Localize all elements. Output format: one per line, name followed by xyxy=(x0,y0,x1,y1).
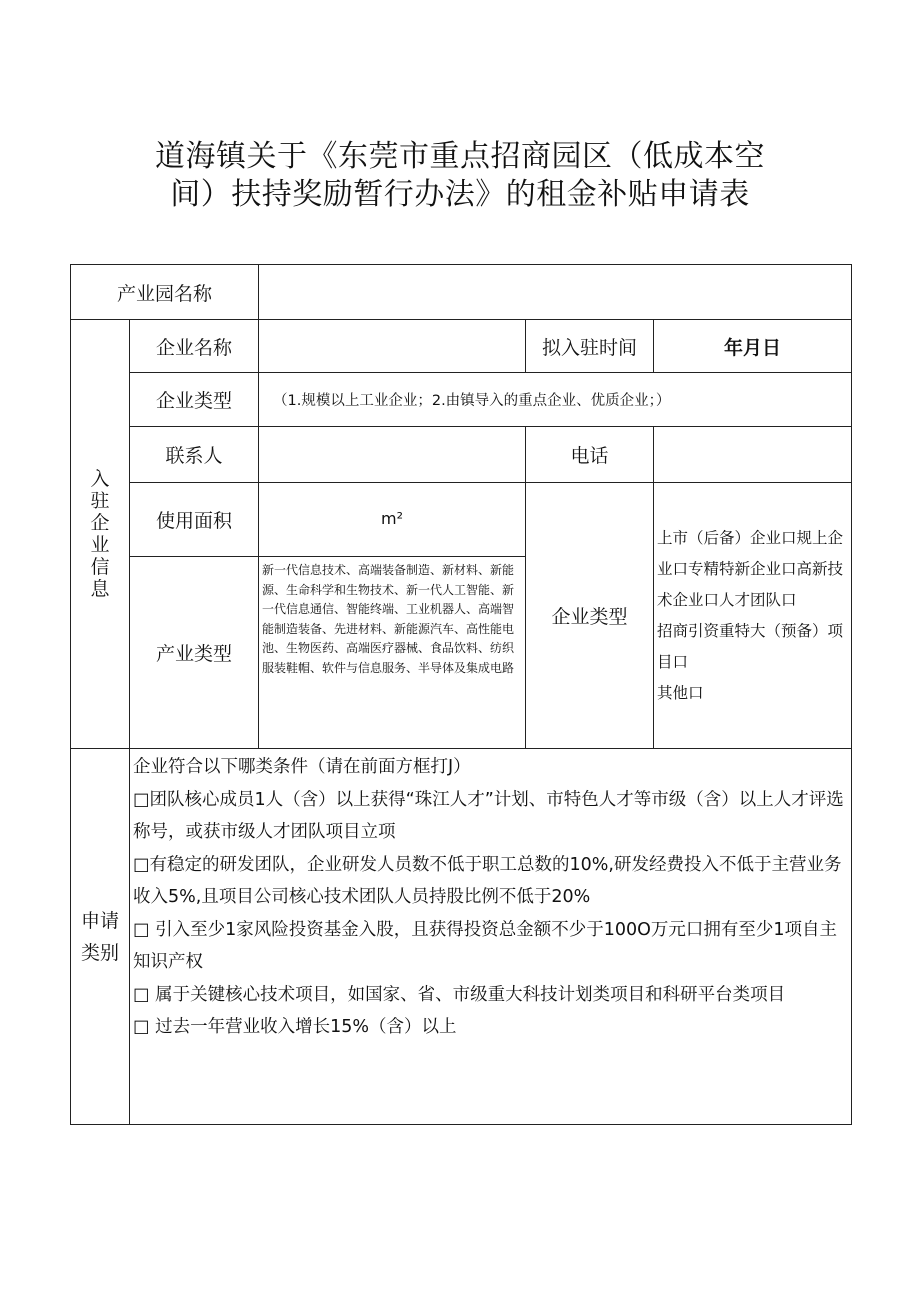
section-char: 业 xyxy=(90,534,110,556)
section-char: 息 xyxy=(90,578,110,600)
section-char: 驻 xyxy=(90,490,110,512)
title-line-1: 道海镇关于《东莞市重点招商园区（低成本空 xyxy=(155,139,765,174)
title-line-2: 间）扶持奖励暂行办法》的租金补贴申请表 xyxy=(170,177,750,212)
enterprise-name-field[interactable] xyxy=(259,320,526,373)
section-char: 入 xyxy=(90,468,110,490)
application-form-table xyxy=(70,264,852,1125)
move-in-time-label: 拟入驻时间 xyxy=(526,320,654,373)
park-name-label: 产业园名称 xyxy=(71,265,259,320)
contact-person-label: 联系人 xyxy=(130,427,259,483)
industry-type-options[interactable]: 新一代信息技术、高端装备制造、新材料、新能源、生命科学和生物技术、新一代人工智能、新一代信息通信、智能终端、工业机器人、高端智能制造装备、先进材料、新能源汽车、高性能电池、生物医药、高端医疗器械、食品饮料、纺织服装鞋帽、软件与信息服务、半导体及集成电路 xyxy=(259,557,526,749)
application-label-line: 申请 xyxy=(80,909,119,932)
park-name-field[interactable] xyxy=(259,265,852,320)
industry-type-label: 产业类型 xyxy=(130,557,259,749)
usage-area-label: 使用面积 xyxy=(130,483,259,557)
move-in-date-field[interactable]: 年月日 xyxy=(654,320,852,373)
enterprise-category-option[interactable]: 其他口 xyxy=(657,683,704,702)
condition-option[interactable]: □有稳定的研发团队，企业研发人员数不低于职工总数的10%,研发经费投入不低于主营业务收入5%,且项目公司核心技术团队人员持股比例不低于20% xyxy=(133,854,842,907)
enterprise-name-label: 企业名称 xyxy=(130,320,259,373)
enterprise-type-hint[interactable]: （1.规模以上工业企业；2.由镇导入的重点企业、优质企业；） xyxy=(259,373,852,427)
condition-option[interactable]: □ 引入至少1家风险投资基金入股，且获得投资总金额不少于100O万元口拥有至少1项自主知识产权 xyxy=(133,919,838,972)
enterprise-category-option[interactable]: 招商引资重特大（预备）项目口 xyxy=(657,621,844,671)
condition-option[interactable]: □ 属于关键核心技术项目，如国家、省、市级重大科技计划类项目和科研平台类项目 xyxy=(133,984,786,1005)
enterprise-info-section-label xyxy=(71,320,130,749)
phone-field[interactable] xyxy=(654,427,852,483)
section-char: 信 xyxy=(90,556,110,578)
enterprise-type-label: 企业类型 xyxy=(130,373,259,427)
application-label-line: 类别 xyxy=(80,941,119,964)
condition-option[interactable]: □ 过去一年营业收入增长15%（含）以上 xyxy=(133,1017,457,1037)
phone-label: 电话 xyxy=(526,427,654,483)
conditions-intro: 企业符合以下哪类条件（请在前面方框打J） xyxy=(133,757,471,777)
contact-person-field[interactable] xyxy=(259,427,526,483)
application-category-label xyxy=(71,749,130,1125)
enterprise-category-label: 企业类型 xyxy=(526,483,654,749)
condition-option[interactable]: □团队核心成员1人（含）以上获得“珠江人才”计划、市特色人才等市级（含）以上人才评选称号，或获市级人才团队项目立项 xyxy=(133,789,844,842)
enterprise-category-option[interactable]: 上市（后备）企业口规上企业口专精特新企业口高新技术企业口人才团队口 xyxy=(657,528,844,609)
section-char: 企 xyxy=(90,512,110,534)
enterprise-category-options[interactable] xyxy=(654,483,852,749)
usage-area-field[interactable]: m² xyxy=(259,483,526,557)
application-conditions xyxy=(130,749,852,1125)
document-title xyxy=(0,138,920,214)
